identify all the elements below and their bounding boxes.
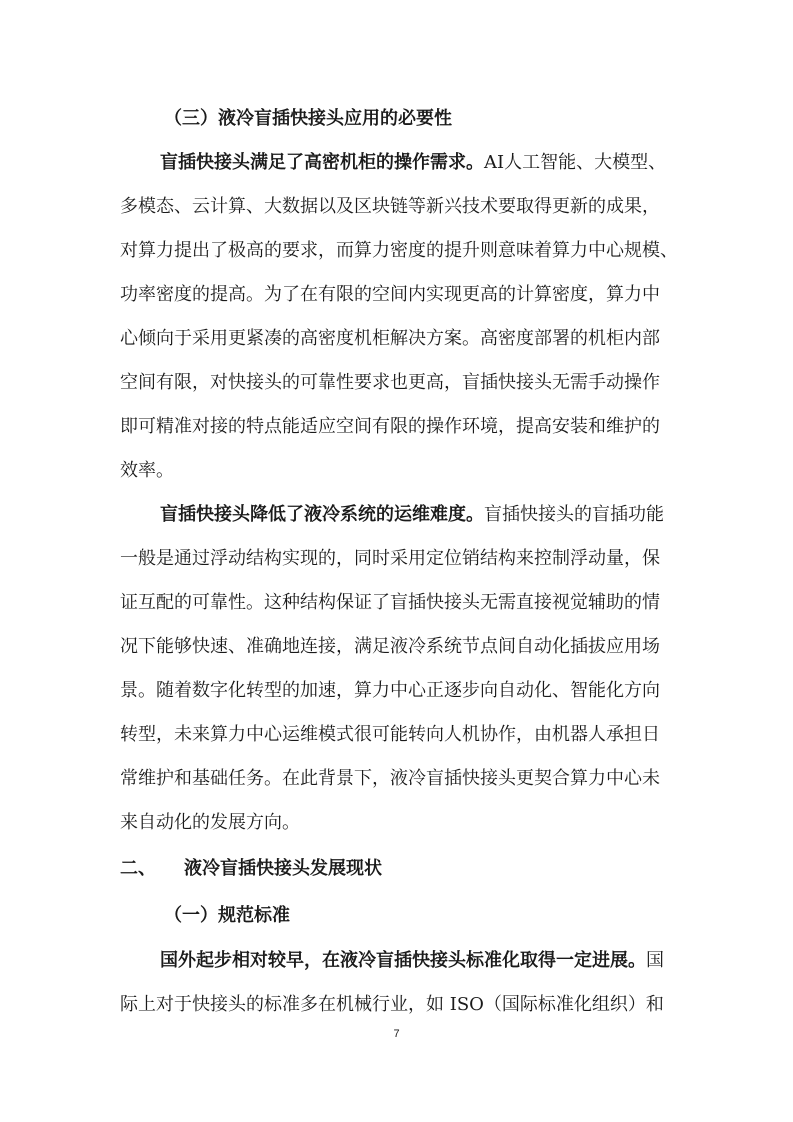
section-heading: （一）规范标准 bbox=[164, 905, 290, 926]
paragraph-line: 常维护和基础任务。在此背景下，液冷盲插快接头更契合算力中心未 bbox=[120, 768, 660, 789]
paragraph-lead: 国外起步相对较早，在液冷盲插快接头标准化取得一定进展。 bbox=[160, 950, 646, 971]
paragraph-line: 际上对于快接头的标准多在机械行业，如 ISO（国际标准化组织）和 bbox=[120, 994, 664, 1015]
paragraph-line: 对算力提出了极高的要求，而算力密度的提升则意味着算力中心规模、 bbox=[120, 240, 678, 261]
paragraph-line: 即可精准对接的特点能适应空间有限的操作环境，提高安装和维护的 bbox=[120, 416, 660, 437]
paragraph-line bbox=[160, 152, 666, 174]
paragraph-line: 空间有限，对快接头的可靠性要求也更高，盲插快接头无需手动操作 bbox=[120, 372, 660, 393]
paragraph-line: 多模态、云计算、大数据以及区块链等新兴技术要取得更新的成果， bbox=[120, 196, 660, 217]
chapter-heading bbox=[120, 858, 382, 880]
paragraph-line: 功率密度的提高。为了在有限的空间内实现更高的计算密度，算力中 bbox=[120, 284, 660, 305]
page-number: 7 bbox=[393, 1028, 400, 1040]
paragraph-line: 况下能够快速、准确地连接，满足液冷系统节点间自动化插拔应用场 bbox=[120, 636, 660, 657]
paragraph-line bbox=[160, 504, 664, 526]
paragraph-text: 盲插快接头的盲插功能 bbox=[484, 504, 664, 525]
paragraph-text: AI人工智能、大模型、 bbox=[484, 152, 667, 173]
paragraph-lead: 盲插快接头满足了高密机柜的操作需求。 bbox=[160, 152, 484, 173]
paragraph-line: 景。随着数字化转型的加速，算力中心正逐步向自动化、智能化方向 bbox=[120, 680, 660, 701]
chapter-number: 二、 bbox=[120, 858, 156, 879]
paragraph-line: 证互配的可靠性。这种结构保证了盲插快接头无需直接视觉辅助的情 bbox=[120, 592, 660, 613]
paragraph-text: 国 bbox=[646, 950, 664, 971]
paragraph-line: 心倾向于采用更紧凑的高密度机柜解决方案。高密度部署的机柜内部 bbox=[120, 328, 660, 349]
paragraph-line: 转型，未来算力中心运维模式很可能转向人机协作，由机器人承担日 bbox=[120, 724, 660, 745]
paragraph-line: 一般是通过浮动结构实现的，同时采用定位销结构来控制浮动量，保 bbox=[120, 548, 660, 569]
paragraph-line: 效率。 bbox=[120, 460, 174, 481]
chapter-title: 液冷盲插快接头发展现状 bbox=[184, 858, 382, 879]
section-heading: （三）液冷盲插快接头应用的必要性 bbox=[164, 108, 452, 129]
paragraph-lead: 盲插快接头降低了液冷系统的运维难度。 bbox=[160, 504, 484, 525]
paragraph-line bbox=[160, 950, 664, 972]
paragraph-line: 来自动化的发展方向。 bbox=[120, 812, 300, 833]
